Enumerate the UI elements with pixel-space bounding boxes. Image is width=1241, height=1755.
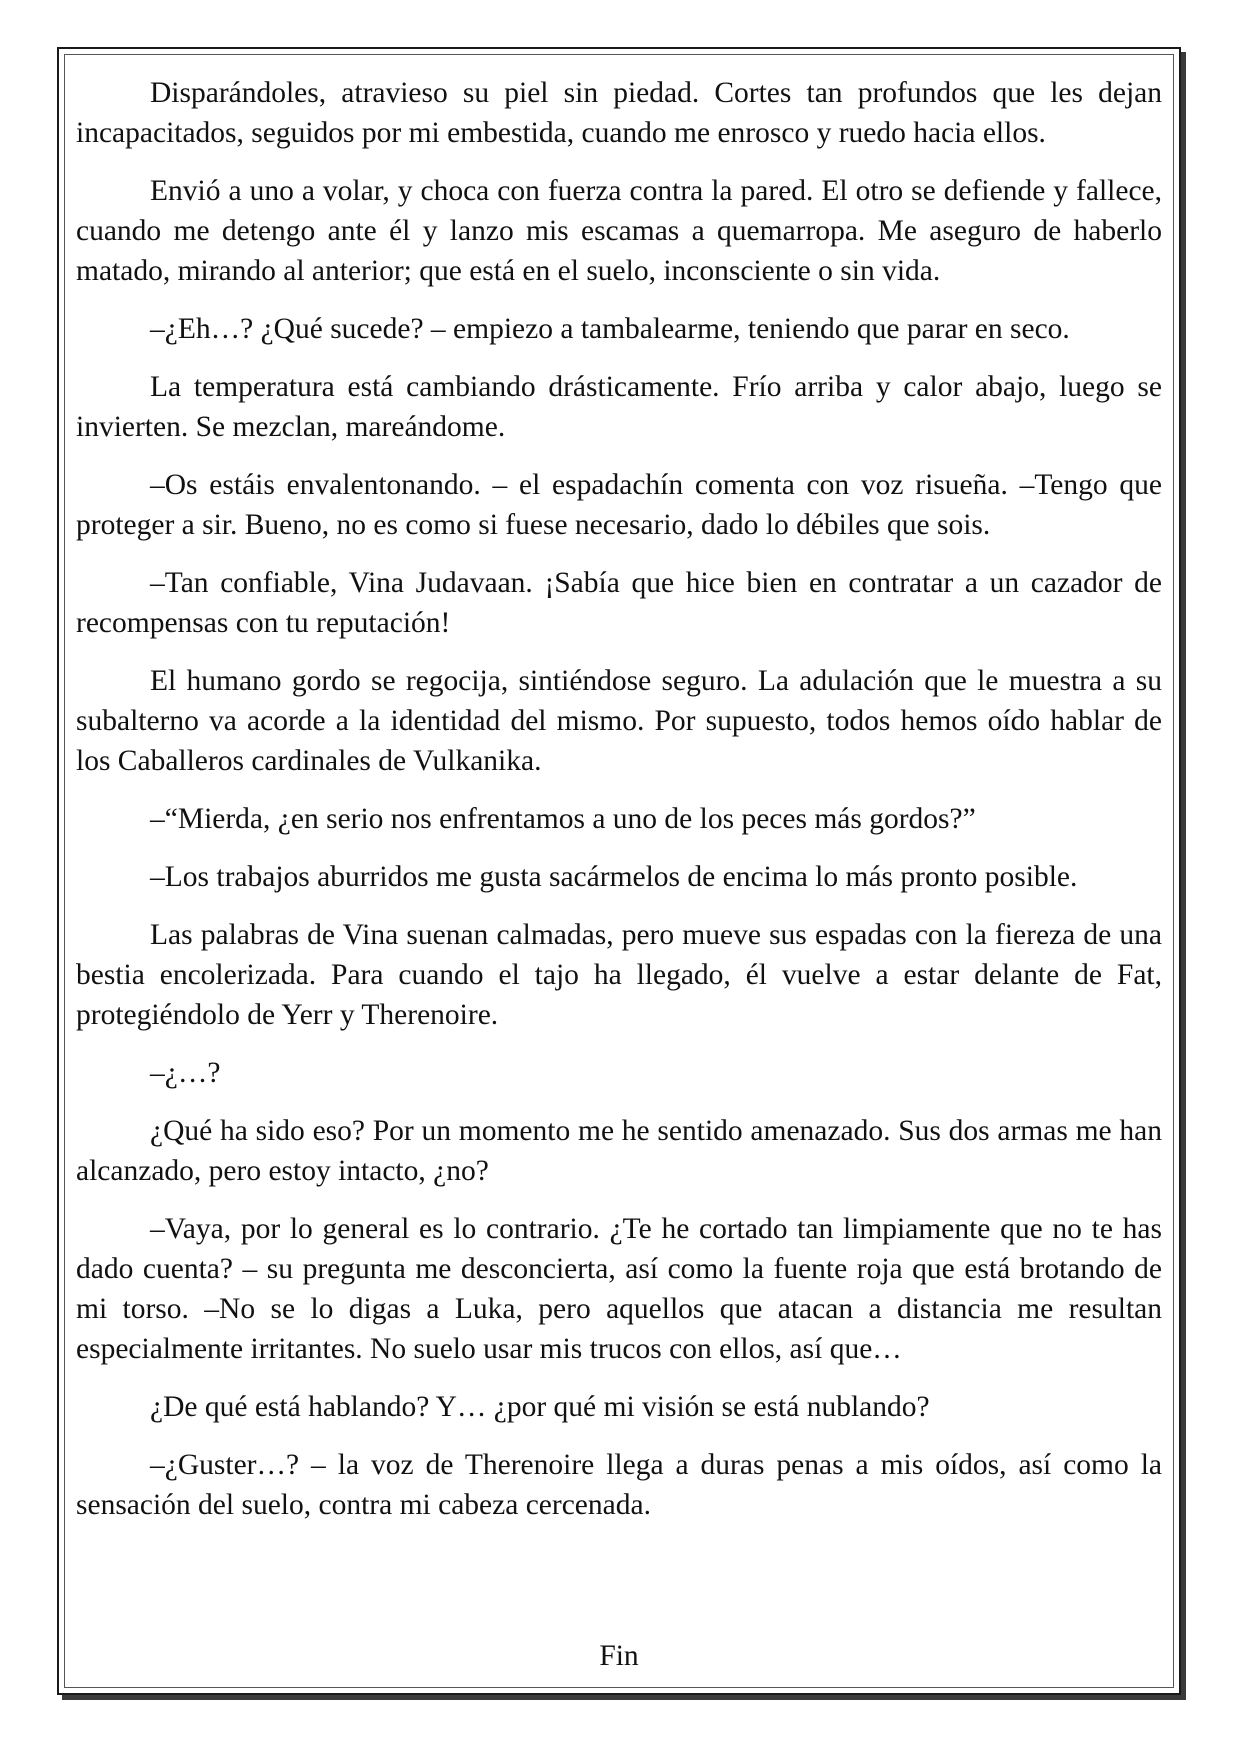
paragraph: –Os estáis envalentonando. – el espadachín comenta con voz risueña. –Tengo que proteger a sir. Bueno, no es como si fuese necesario, dado lo débiles que sois.	[76, 469, 1162, 541]
paragraph: –¿…?	[150, 1057, 221, 1089]
page-frame	[57, 47, 1181, 1695]
paragraph: ¿Qué ha sido eso? Por un momento me he sentido amenazado. Sus dos armas me han alcanzado, pero estoy intacto, ¿no?	[76, 1115, 1162, 1187]
story-text	[76, 73, 1162, 1543]
paragraph: –Los trabajos aburridos me gusta sacármelos de encima lo más pronto posible.	[150, 861, 1078, 893]
paragraph: –“Mierda, ¿en serio nos enfrentamos a uno de los peces más gordos?”	[150, 803, 976, 835]
paragraph: El humano gordo se regocija, sintiéndose seguro. La adulación que le muestra a su subalterno va acorde a la identidad del mismo. Por supuesto, todos hemos oído hablar de los Caballeros cardinales de Vulkanika.	[76, 665, 1162, 777]
paragraph: Disparándoles, atravieso su piel sin piedad. Cortes tan profundos que les dejan incapacitados, seguidos por mi embestida, cuando me enrosco y ruedo hacia ellos.	[76, 77, 1162, 149]
paragraph: La temperatura está cambiando drásticamente. Frío arriba y calor abajo, luego se invierten. Se mezclan, mareándome.	[76, 371, 1162, 443]
paragraph: –Tan confiable, Vina Judavaan. ¡Sabía que hice bien en contratar a un cazador de recompensas con tu reputación!	[76, 567, 1162, 639]
paragraph: Envió a uno a volar, y choca con fuerza contra la pared. El otro se defiende y fallece, cuando me detengo ante él y lanzo mis escamas a quemarropa. Me aseguro de haberlo matado, mirando al anterior; que está en el suelo, inconsciente o sin vida.	[76, 175, 1162, 287]
paragraph: –¿Guster…? – la voz de Therenoire llega a duras penas a mis oídos, así como la sensación del suelo, contra mi cabeza cercenada.	[76, 1449, 1162, 1521]
paragraph: –¿Eh…? ¿Qué sucede? – empiezo a tambalearme, teniendo que parar en seco.	[150, 313, 1070, 345]
paragraph: –Vaya, por lo general es lo contrario. ¿Te he cortado tan limpiamente que no te has dado cuenta? – su pregunta me desconcierta, así como la fuente roja que está brotando de mi torso. –No se lo digas a Luka, pero aquellos que atacan a distancia me resultan especialmente irritantes. No suelo usar mis trucos con ellos, así que…	[76, 1213, 1162, 1365]
paragraph: ¿De qué está hablando? Y… ¿por qué mi visión se está nublando?	[150, 1391, 930, 1423]
ending-label: Fin	[599, 1640, 639, 1672]
paragraph: Las palabras de Vina suenan calmadas, pero mueve sus espadas con la fiereza de una bestia encolerizada. Para cuando el tajo ha llegado, él vuelve a estar delante de Fat, protegiéndolo de Yerr y Therenoire.	[76, 919, 1162, 1031]
